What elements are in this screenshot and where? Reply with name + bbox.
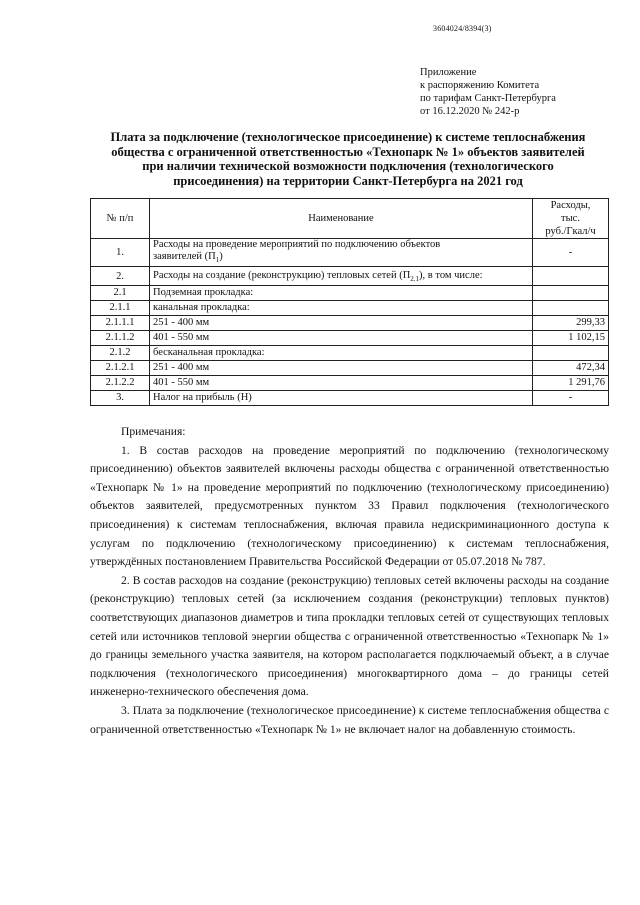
header-value	[533, 199, 609, 239]
table-row	[91, 286, 609, 301]
row-name-subscript: 1	[215, 256, 220, 265]
table-row	[91, 267, 609, 286]
note-item: 2. В состав расходов на создание (реконструкцию) тепловых сетей включены расходы на создание (реконструкцию) тепловых сетей (за исключением создания (реконструкции) тепловых пунктов) соответствующих диапазонов диаметров и типа прокладки тепловых сетей от существующих тепловых сетей или источников тепловой энергии общества с ограниченной ответственностью «Технопарк № 1» до границы земельного участка заявителя, на котором располагается подключаемый объект, а в случае подключения (технологического присоединения) многоквартирного дома – до границы сетей инженерно-технического обеспечения дома.	[90, 573, 609, 699]
table-row	[91, 346, 609, 361]
row-name: 251 - 400 мм	[150, 316, 533, 331]
title-line: общества с ограниченной ответственностью «Технопарк № 1» объектов заявителей	[111, 144, 585, 159]
row-value	[533, 346, 609, 361]
row-name: канальная прокладка:	[150, 301, 533, 316]
row-number: 3.	[91, 391, 150, 406]
row-name: Подземная прокладка:	[150, 286, 533, 301]
table-row	[91, 239, 609, 267]
appendix-line: Приложение	[420, 67, 477, 78]
appendix-line: к распоряжению Комитета	[420, 80, 540, 91]
row-value: 1 291,76	[533, 376, 609, 391]
row-name: бесканальная прокладка:	[150, 346, 533, 361]
header-value-line: тыс.	[561, 213, 580, 224]
row-number: 2.1.2.1	[91, 361, 150, 376]
document-title	[88, 130, 608, 188]
note-item: 1. В состав расходов на проведение мероприятий по подключению (технологическому присоединению) объектов заявителей включены расходы общества с ограниченной ответственностью «Технопарк № 1» на проведение мероприятий по подключению (технологическому присоединению) объектов заявителей, предусмотренных пунктом 33 Правил подключения (технологического присоединения) к системам теплоснабжения, включая правила недискриминационного доступа к услугам по подключению (технологическому присоединению) к системам теплоснабжения, утверждённых постановлением Правительства Российской Федерации от 05.07.2018 № 787.	[90, 443, 609, 569]
row-name	[150, 267, 533, 286]
title-line: присоединения) на территории Санкт-Петербурга на 2021 год	[173, 173, 523, 188]
table-header-row	[91, 199, 609, 239]
table-row	[91, 376, 609, 391]
row-name: 401 - 550 мм	[150, 376, 533, 391]
table-row	[91, 301, 609, 316]
row-name: 401 - 550 мм	[150, 331, 533, 346]
row-value: -	[533, 239, 609, 267]
row-value	[533, 301, 609, 316]
row-number: 2.1.2.2	[91, 376, 150, 391]
row-number: 2.1	[91, 286, 150, 301]
header-number: № п/п	[91, 199, 150, 239]
row-number: 1.	[91, 239, 150, 267]
header-value-line: руб./Гкал/ч	[545, 226, 596, 237]
row-number: 2.1.1	[91, 301, 150, 316]
row-number: 2.1.1.1	[91, 316, 150, 331]
cost-table	[90, 198, 609, 406]
row-name-text: заявителей (П	[153, 251, 216, 262]
row-number: 2.1.2	[91, 346, 150, 361]
row-number: 2.	[91, 267, 150, 286]
notes-title: Примечания:	[121, 425, 186, 438]
note-item: 3. Плата за подключение (технологическое присоединение) к системе теплоснабжения общества с ограниченной ответственностью «Технопарк № 1» не включает налог на добавленную стоимость.	[90, 703, 609, 736]
row-name-text: ), в том числе:	[419, 269, 483, 281]
row-value	[533, 267, 609, 286]
table-row	[91, 391, 609, 406]
row-value: -	[533, 391, 609, 406]
row-value: 472,34	[533, 361, 609, 376]
header-name: Наименование	[150, 199, 533, 239]
table-row	[91, 361, 609, 376]
row-name: 251 - 400 мм	[150, 361, 533, 376]
notes-section	[90, 423, 609, 739]
row-name-subscript: 2.1	[410, 274, 420, 283]
row-name: Налог на прибыль (Н)	[150, 391, 533, 406]
row-value	[533, 286, 609, 301]
document-id: 3604024/8394(3)	[433, 24, 492, 33]
row-value: 299,33	[533, 316, 609, 331]
row-name-text: Расходы на создание (реконструкцию) тепловых сетей (П	[153, 269, 411, 281]
appendix-line: от 16.12.2020 № 242-р	[420, 106, 520, 117]
row-name	[150, 239, 533, 267]
table-row	[91, 331, 609, 346]
appendix-line: по тарифам Санкт-Петербурга	[420, 93, 556, 104]
header-value-line: Расходы,	[550, 200, 591, 211]
row-name-text: Расходы на проведение мероприятий по подключению объектов	[153, 239, 441, 250]
title-line: Плата за подключение (технологическое присоединение) к системе теплоснабжения	[110, 130, 586, 144]
table-row	[91, 316, 609, 331]
row-number: 2.1.1.2	[91, 331, 150, 346]
row-name-text: )	[219, 251, 223, 262]
title-line: при наличии технической возможности подключения (технологического	[142, 159, 554, 173]
appendix-block	[420, 66, 556, 118]
row-value: 1 102,15	[533, 331, 609, 346]
